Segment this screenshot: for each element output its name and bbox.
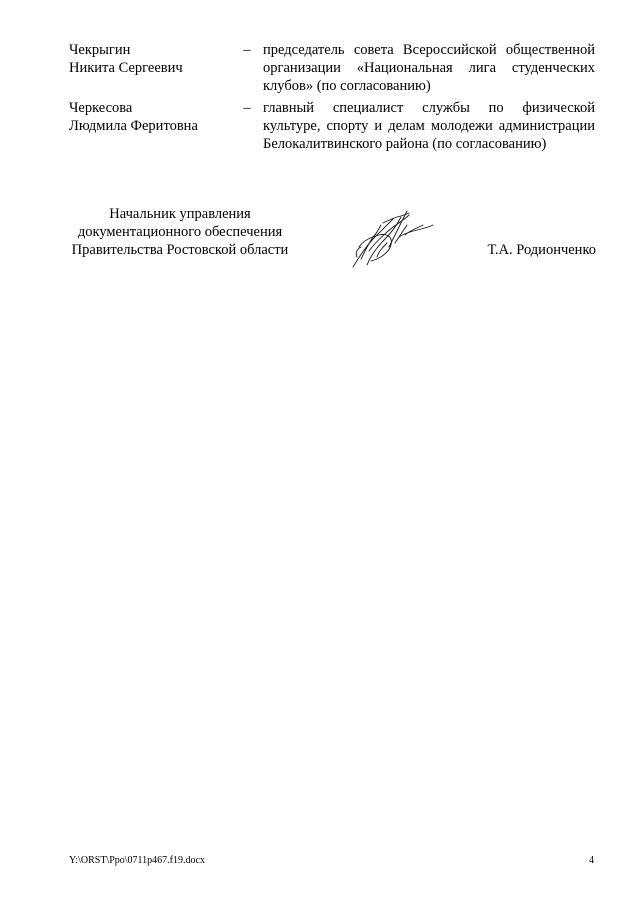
member-name xyxy=(69,41,239,77)
member-role-line: клубов» (по согласованию) xyxy=(263,78,431,94)
member-entry xyxy=(69,99,595,153)
footer-file-path: Y:\ORST\Ppo\0711p467.f19.docx xyxy=(69,855,205,866)
signatory-name: Т.А. Родионченко xyxy=(487,242,596,258)
member-role xyxy=(263,99,595,153)
signatory-title-line: Начальник управления xyxy=(109,206,251,222)
signatory-title-line: документационного обеспечения xyxy=(77,224,283,240)
member-name xyxy=(69,99,239,135)
member-entry xyxy=(69,41,595,95)
page-number: 4 xyxy=(589,855,594,866)
member-dash: – xyxy=(243,100,251,116)
member-given-names: Людмила Феритовна xyxy=(69,118,198,134)
member-role xyxy=(263,41,595,95)
member-role-line: Белокалитвинского района (по согласованию) xyxy=(263,136,547,152)
member-role-line: культуре, спорту и делам молодежи администрации xyxy=(263,118,595,134)
member-dash: – xyxy=(243,42,251,58)
member-surname: Чекрыгин xyxy=(69,42,131,58)
member-given-names: Никита Сергеевич xyxy=(69,60,183,76)
member-role-line: председатель совета Всероссийской общественной xyxy=(263,42,595,58)
signatory-title-line: Правительства Ростовской области xyxy=(71,242,289,258)
member-role-line: главный специалист службы по физической xyxy=(263,100,595,116)
member-role-line: организации «Национальная лига студенческих xyxy=(263,60,595,76)
member-surname: Черкесова xyxy=(69,100,133,116)
signatory-title xyxy=(62,205,298,259)
handwritten-signature xyxy=(349,207,435,269)
